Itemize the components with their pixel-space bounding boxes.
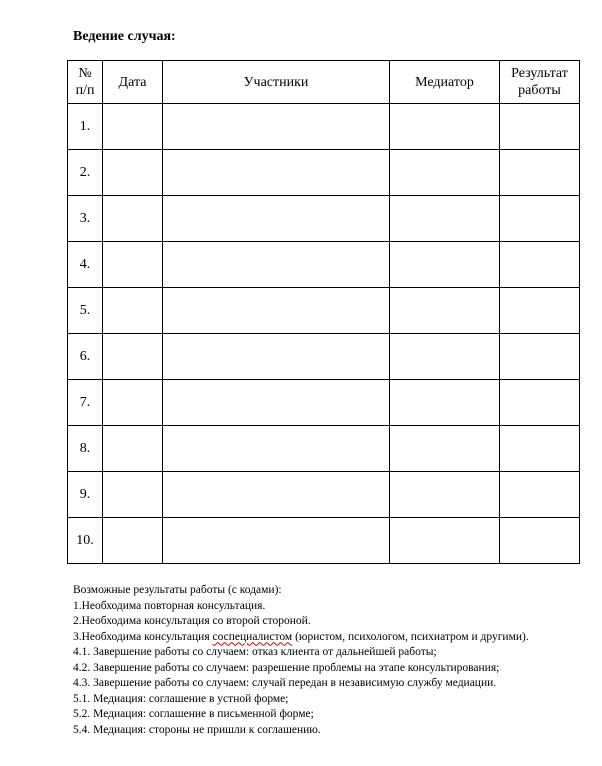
mediator-cell[interactable]	[390, 150, 500, 196]
table-row	[68, 334, 580, 380]
table-row	[68, 518, 580, 564]
mediator-cell[interactable]	[390, 426, 500, 472]
table-row	[68, 380, 580, 426]
result-cell[interactable]	[500, 150, 580, 196]
legend-item: 5.1. Медиация: соглашение в устной форме;	[73, 692, 289, 705]
participants-cell[interactable]	[163, 242, 390, 288]
header-result	[500, 61, 580, 104]
date-cell[interactable]	[103, 104, 163, 150]
date-cell[interactable]	[103, 472, 163, 518]
legend-item-part: 3.Необходима консультация	[73, 630, 210, 643]
result-cell[interactable]	[500, 334, 580, 380]
header-number-line2: п/п	[75, 83, 95, 98]
legend-item: 2.Необходима консультация со второй стороной.	[73, 615, 311, 627]
mediator-cell[interactable]	[390, 380, 500, 426]
legend-item: 1.Необходима повторная консультация.	[73, 599, 266, 612]
case-tracking-table	[67, 60, 580, 564]
participants-cell[interactable]	[163, 426, 390, 472]
header-number	[68, 61, 103, 104]
date-cell[interactable]	[103, 150, 163, 196]
result-cell[interactable]	[500, 196, 580, 242]
legend-item-part: (юристом, психологом, психиатром и другими).	[292, 630, 529, 643]
table-header-row	[68, 61, 580, 104]
legend-item: 5.4. Медиация: стороны не пришли к соглашению.	[73, 723, 321, 736]
participants-cell[interactable]	[163, 518, 390, 564]
row-number: 3.	[68, 196, 103, 242]
mediator-cell[interactable]	[390, 334, 500, 380]
legend-item: 4.3. Завершение работы со случаем: случай передан в независимую службу медиации.	[73, 677, 497, 689]
header-participants: Участники	[163, 61, 390, 104]
header-mediator: Медиатор	[390, 61, 500, 104]
row-number: 9.	[68, 472, 103, 518]
row-number: 1.	[68, 104, 103, 150]
participants-cell[interactable]	[163, 150, 390, 196]
table-row	[68, 104, 580, 150]
participants-cell[interactable]	[163, 288, 390, 334]
date-cell[interactable]	[103, 242, 163, 288]
table-row	[68, 196, 580, 242]
result-cell[interactable]	[500, 104, 580, 150]
result-cell[interactable]	[500, 242, 580, 288]
header-result-line2: работы	[518, 83, 561, 98]
row-number: 8.	[68, 426, 103, 472]
mediator-cell[interactable]	[390, 196, 500, 242]
participants-cell[interactable]	[163, 380, 390, 426]
table-row	[68, 242, 580, 288]
row-number: 10.	[68, 518, 103, 564]
result-cell[interactable]	[500, 518, 580, 564]
row-number: 2.	[68, 150, 103, 196]
row-number: 7.	[68, 380, 103, 426]
date-cell[interactable]	[103, 288, 163, 334]
result-cell[interactable]	[500, 472, 580, 518]
table-row	[68, 472, 580, 518]
legend-item	[73, 630, 573, 646]
participants-cell[interactable]	[163, 472, 390, 518]
date-cell[interactable]	[103, 426, 163, 472]
legend-item: 5.2. Медиация: соглашение в письменной форме;	[73, 708, 314, 720]
mediator-cell[interactable]	[390, 472, 500, 518]
date-cell[interactable]	[103, 518, 163, 564]
mediator-cell[interactable]	[390, 104, 500, 150]
table-row	[68, 288, 580, 334]
header-date: Дата	[103, 61, 163, 104]
header-result-line1: Результат	[511, 66, 568, 81]
misspelled-word: соспециалистом	[212, 630, 293, 643]
date-cell[interactable]	[103, 196, 163, 242]
result-cell[interactable]	[500, 288, 580, 334]
date-cell[interactable]	[103, 380, 163, 426]
results-legend	[73, 583, 573, 738]
mediator-cell[interactable]	[390, 242, 500, 288]
row-number: 6.	[68, 334, 103, 380]
result-cell[interactable]	[500, 380, 580, 426]
table-row	[68, 150, 580, 196]
document-title: Ведение случая:	[73, 29, 176, 44]
mediator-cell[interactable]	[390, 288, 500, 334]
mediator-cell[interactable]	[390, 518, 500, 564]
result-cell[interactable]	[500, 426, 580, 472]
legend-item: 4.2. Завершение работы со случаем: разрешение проблемы на этапе консультирования;	[73, 661, 500, 674]
table-row	[68, 426, 580, 472]
legend-item: 4.1. Завершение работы со случаем: отказ клиента от дальнейшей работы;	[73, 646, 437, 658]
participants-cell[interactable]	[163, 334, 390, 380]
date-cell[interactable]	[103, 334, 163, 380]
row-number: 4.	[68, 242, 103, 288]
row-number: 5.	[68, 288, 103, 334]
table-body	[68, 104, 580, 564]
participants-cell[interactable]	[163, 196, 390, 242]
legend-heading: Возможные результаты работы (с кодами):	[73, 584, 282, 596]
participants-cell[interactable]	[163, 104, 390, 150]
header-number-line1: №	[78, 66, 92, 81]
